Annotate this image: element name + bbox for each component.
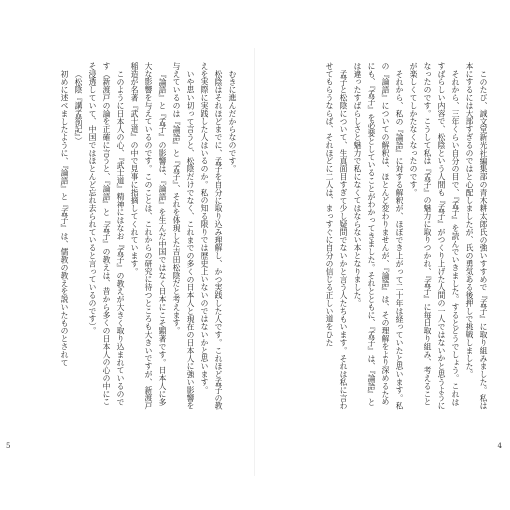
- paragraph: 『論語』と『孟子』の影響は、『論語』を生んだ中国ではなく日本にこそ顕著です。日本人に多大な影響を与えているのです。このことは、これからの研究に待つところも大きいですが、新渡戸稲造が名著『武士道』の中で見事に指摘してくれています。: [130, 62, 167, 410]
- right-page-text: [290, 62, 490, 412]
- page-number: 5: [6, 442, 11, 450]
- paragraph: それから、私の『論語』に対する解釈が、ほぼでき上がって二十年は経っていたと思います。私の『論語』についての解釈は、ほとんど変わりませんが、『論語』は、その理解をより深めるためにも、『孟子』を必要としていることがわかってきました。それとともに、『孟子』は、『論語』とは違ったすばらしさと魅力で私になくてはならない本となりました。: [353, 62, 404, 410]
- paragraph: むきに進んだからなのです。: [228, 69, 237, 173]
- paragraph: このように日本人の心、『武士道』精神にはなお『孟子』の教えが大きく取り込まれているのです（新渡戸の論を正確に言うと、『論語』と『孟子』の教えは、昔から多くの日本人の心の中にこそ浸透していて、中国ではほとんど忘れ去られていると言っているのです）。: [88, 62, 125, 406]
- paragraph: 初めに述べましたように、『論語』と『孟子』は、儒教の教えを説いたものとされて: [60, 69, 69, 367]
- citation: （松陰『講孟箚記』）: [74, 69, 83, 145]
- paragraph: このたび、誠文堂新光社編集部の青木耕太郎氏の強いすすめで『孟子』に取り組みました。私は本にするには大部すぎるのではと心配しましたが、氏の勇気ある後押しで挑戦しました。: [465, 62, 488, 410]
- paragraph: 孟子と松陰について、生真面目すぎて少し疑問でないかと言う人たちもいます。それは私に言わせてもらうならば、それほどに二人は、まっすぐに自分の信じる正しい道をひた: [325, 62, 348, 410]
- paragraph: 松陰はそれほどまでに、孟子を自分に取り込み理解し、かつ実践した人です。これほど孟子の教えを実際に実践した人はいるのか。私の知る限りでは歴史上いないのではないかと思います。: [200, 62, 223, 410]
- paragraph: それから、三年くらい自分の目で、『孟子』を読んでいきました。するとどうでしょう。これはすばらしい内容で、松陰という人間も『孟子』がつくり上げた人間の一人ではないかと思うようになったのです。こうして私は『孟子』の魅力に取りつかれ、『孟子』に毎日取り組み、考えることが楽しくてしかたなくなったのです。: [409, 62, 460, 410]
- left-page-text: [33, 62, 239, 412]
- right-page: [255, 0, 510, 510]
- page-number: 4: [497, 442, 502, 450]
- paragraph: いや思い切って言うと、松陰だけでなく、これまでの多くの日本人と現在の日本人に強い影響を与えているのは『論語』と『孟子』、それを体現した吉田松陰だと考えます。: [172, 62, 195, 410]
